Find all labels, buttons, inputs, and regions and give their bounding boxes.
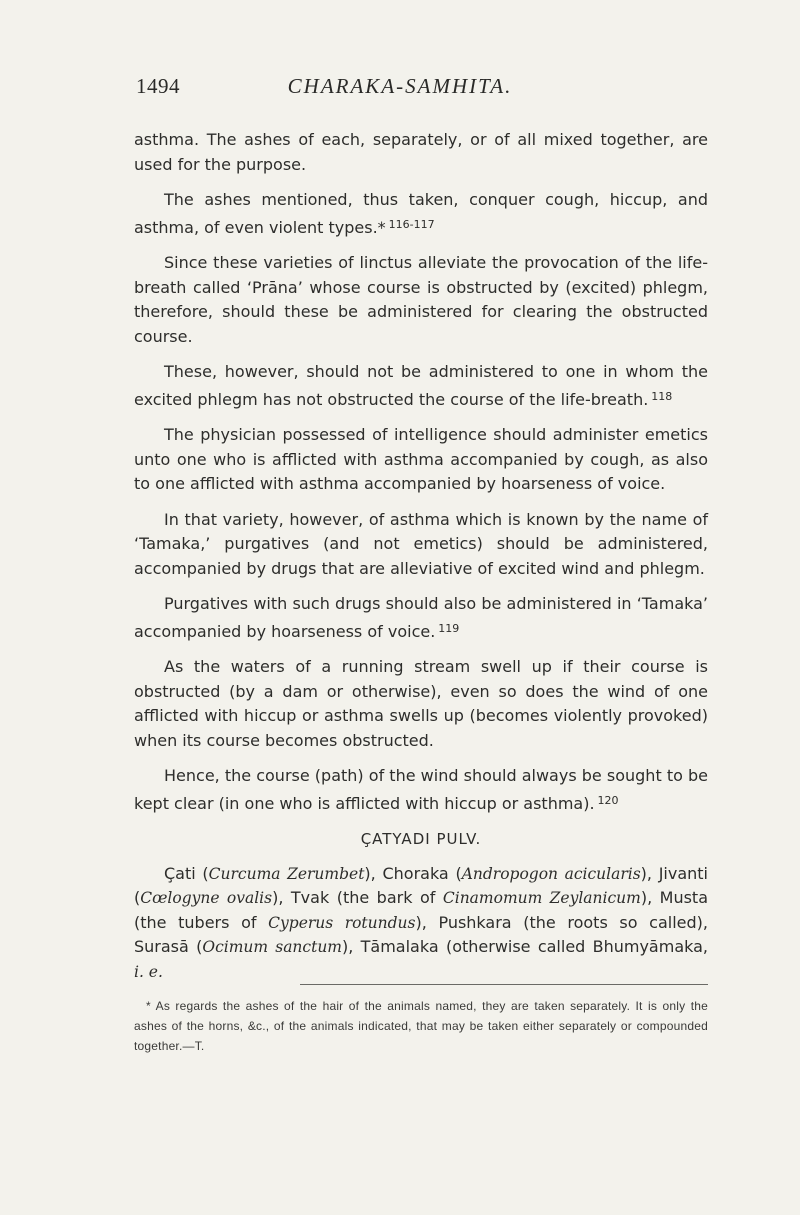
paragraph bbox=[134, 251, 708, 349]
paragraph bbox=[134, 423, 708, 497]
paragraph-text: The physician possessed of intelligence should administer emetics unto one who is afflicted with asthma accompanied by cough, as also to one afflicted with asthma accompanied by hoarseness of voice. bbox=[134, 425, 708, 493]
botanical-name: Cœlogyne ovalis bbox=[140, 889, 273, 907]
running-title: CHARAKA-SAMHITA. bbox=[287, 74, 513, 98]
footnote-rule bbox=[300, 984, 708, 985]
paragraph bbox=[134, 360, 708, 412]
text-run: ), Pushkara (the roots so called), Surasā ( bbox=[134, 912, 708, 956]
botanical-name: Andropogon acicularis bbox=[461, 864, 641, 883]
verse-number: 116-117 bbox=[388, 217, 435, 231]
text-run: ), Choraka ( bbox=[364, 863, 462, 883]
paragraph bbox=[134, 862, 708, 985]
text-run: ), Tāmalaka (otherwise called Bhumyāmaka, bbox=[342, 937, 709, 956]
page-number: 1494 bbox=[136, 74, 180, 98]
paragraph bbox=[134, 188, 708, 240]
paragraph bbox=[134, 508, 708, 582]
paragraph-text: The ashes mentioned, thus taken, conquer cough, hiccup, and asthma, of even violent types.* bbox=[134, 190, 708, 237]
paragraph-text: These, however, should not be administered to one in whom the excited phlegm has not obstructed the course of the life-breath. bbox=[134, 362, 708, 409]
paragraph bbox=[134, 128, 708, 177]
paragraph-text: Purgatives with such drugs should also be administered in ‘Tamaka’ accompanied by hoarseness of voice. bbox=[134, 594, 708, 641]
abbreviation: i. e. bbox=[134, 962, 163, 981]
text-run: ), Tvak (the bark of bbox=[272, 888, 443, 907]
paragraph-text: In that variety, however, of asthma which is known by the name of ‘Tamaka,’ purgatives (and not emetics) should be administered, accompanied by drugs that are alleviative of excited wind and phlegm. bbox=[134, 509, 708, 578]
footnote-text: * As regards the ashes of the hair of the animals named, they are taken separately. It is only the ashes of the horns, &c., of the animals indicated, that may be taken either separately or compounded together.—T. bbox=[134, 999, 708, 1053]
verse-number: 118 bbox=[651, 389, 673, 403]
text-run: Çati ( bbox=[164, 863, 209, 883]
text-run: ), Jivanti ( bbox=[134, 863, 708, 907]
botanical-name: Curcuma Zerumbet bbox=[208, 864, 365, 883]
paragraph bbox=[134, 592, 708, 644]
paragraph-text: asthma. The ashes of each, separately, or of all mixed together, are used for the purpose. bbox=[134, 130, 708, 174]
botanical-name: Cinamomum Zeylanicum bbox=[442, 889, 641, 907]
botanical-name: Ocimum sanctum bbox=[202, 938, 343, 956]
verse-number: 119 bbox=[438, 621, 460, 635]
paragraph-text: Since these varieties of linctus alleviate the provocation of the life-breath called ‘Prāna’ whose course is obstructed by (excited) phlegm, therefore, should these be administered for clearing the obstructed course. bbox=[134, 253, 708, 346]
paragraph bbox=[134, 764, 708, 816]
paragraph-text: Hence, the course (path) of the wind should always be sought to be kept clear (in one who is afflicted with hiccup or asthma). bbox=[134, 766, 708, 813]
paragraph-text: As the waters of a running stream swell up if their course is obstructed (by a dam or otherwise), even so does the wind of one afflicted with hiccup or asthma swells up (becomes violently provoked) when its course becomes obstructed. bbox=[134, 657, 708, 750]
main-text bbox=[134, 128, 708, 995]
section-heading: ÇATYADI PULV. bbox=[360, 830, 482, 848]
botanical-name: Cyperus rotundus bbox=[268, 913, 416, 932]
verse-number: 120 bbox=[597, 793, 619, 807]
footnote bbox=[134, 996, 708, 1056]
paragraph bbox=[134, 655, 708, 753]
text-run: ), Musta (the tubers of bbox=[134, 888, 709, 932]
